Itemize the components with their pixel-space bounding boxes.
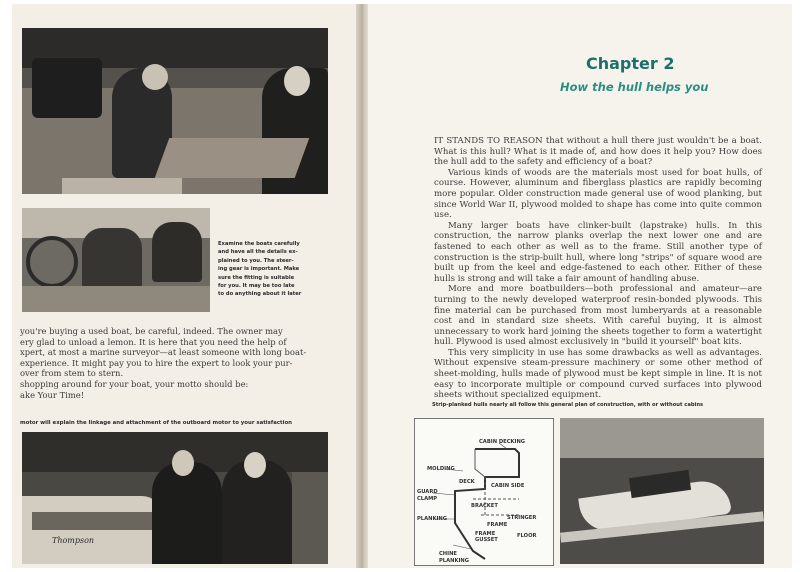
caption-line: plained to you. The steer-	[218, 257, 294, 264]
hull-cross-section-diagram	[414, 418, 554, 566]
label-cabin-side: CABIN SIDE	[491, 483, 525, 489]
right-body-text	[434, 136, 762, 401]
label-stringer: STRINGER	[507, 515, 537, 521]
left-body-text	[20, 326, 340, 400]
label-chine-planking: PLANKING	[439, 558, 470, 564]
label-deck: DECK	[459, 479, 475, 485]
caption-outboard-photo: motor will explain the linkage and attachment of the outboard motor to your satisfaction	[20, 420, 292, 426]
caption-steering-photo	[218, 240, 340, 299]
photo-outboard-demo	[22, 432, 328, 564]
label-planking: PLANKING	[417, 516, 448, 522]
label-frame: FRAME	[487, 522, 508, 528]
caption-line: for you. It may be too late	[218, 283, 295, 290]
text-line: shopping around for your boat, your motto should be:	[20, 378, 249, 389]
photo-cabin-cruiser	[560, 418, 764, 564]
paragraph: Many larger boats have clinker-built (lapstrake) hulls. In this construction, the narrow planks overlap the next lower one and are fastened to each other as well as to the frame. Still another type of construction is the strip-built hull, where long "strips" of square wood are built up from the keel and edge-fastened to each other. Either of these hulls is strong and will take a fair amount of handling abuse.	[434, 220, 762, 284]
caption-line: to do anything about it later	[218, 291, 302, 298]
label-guard: GUARD	[417, 489, 438, 495]
label-chine: CHINE	[439, 551, 457, 557]
caption-line: Examine the boats carefully	[218, 241, 300, 247]
text-line: you're buying a used boat, be careful, indeed. The owner may	[20, 326, 283, 336]
text-line: experience. It might pay you to hire the expert to look your pur-	[20, 357, 293, 368]
paragraph: This very simplicity in use has some drawbacks as well as advantages. Without expensive steam-pressure machinery or some other method of sheet-molding, hulls made of plywood must be kept simple in line. It is not easy to incorporate multiple or compound curved surfaces into plywood sheets without specialized equipment.	[434, 347, 762, 401]
label-frame-gusset: FRAME GUSSET	[475, 531, 498, 543]
caption-line: ing gear is important. Make	[218, 266, 300, 273]
text-line: xpert, at most a marine surveyor—at least someone with long boat-	[20, 347, 307, 358]
label-molding: MOLDING	[427, 466, 455, 472]
label-bracket: BRACKET	[471, 503, 498, 509]
boat-name-label: Thompson	[52, 536, 95, 545]
label-clamp: CLAMP	[417, 496, 438, 502]
text-line: over from stem to stern.	[20, 368, 124, 379]
chapter-number: Chapter 2	[586, 54, 675, 73]
diagram-caption: Strip-planked hulls nearly all follow this general plan of construction, with or without cabins	[432, 402, 704, 408]
label-floor: FLOOR	[517, 533, 537, 539]
photo-steering-wheel	[22, 208, 210, 312]
label-cabin-decking: CABIN DECKING	[479, 439, 526, 445]
caption-line: and have all the details ex-	[218, 249, 298, 256]
text-line: ery glad to unload a lemon. It is here that you need the help of	[20, 336, 287, 347]
text-line: ake Your Time!	[20, 389, 85, 400]
paragraph: Various kinds of woods are the materials most used for boat hulls, of course. However, aluminum and fiberglass plastics are rapidly becoming more popular. Older construction made general use of wood planking, but since World War II, plywood molded to shape has come into quite common use.	[434, 167, 762, 221]
caption-line: sure the fitting is suitable	[218, 274, 295, 281]
paragraph: IT STANDS TO REASON that without a hull there just wouldn't be a boat. What is this hull? What is it made of, and how does it help you? How does the hull add to the safety and efficiency of a boat?	[434, 136, 762, 168]
chapter-title: How the hull helps you	[560, 80, 709, 94]
paragraph: More and more boatbuilders—both professional and amateur—are turning to the newly developed waterproof resin-bonded plywoods. This fine material can be purchased from most lumberyards at a reasonable cost and in standard size sheets. With careful buying, it is almost unnecessary to work hard joining the sheets together to form a watertight hull. Plywood is used almost exclusively in "build it yourself" boat kits.	[434, 284, 762, 348]
photo-men-at-boat	[22, 28, 328, 194]
